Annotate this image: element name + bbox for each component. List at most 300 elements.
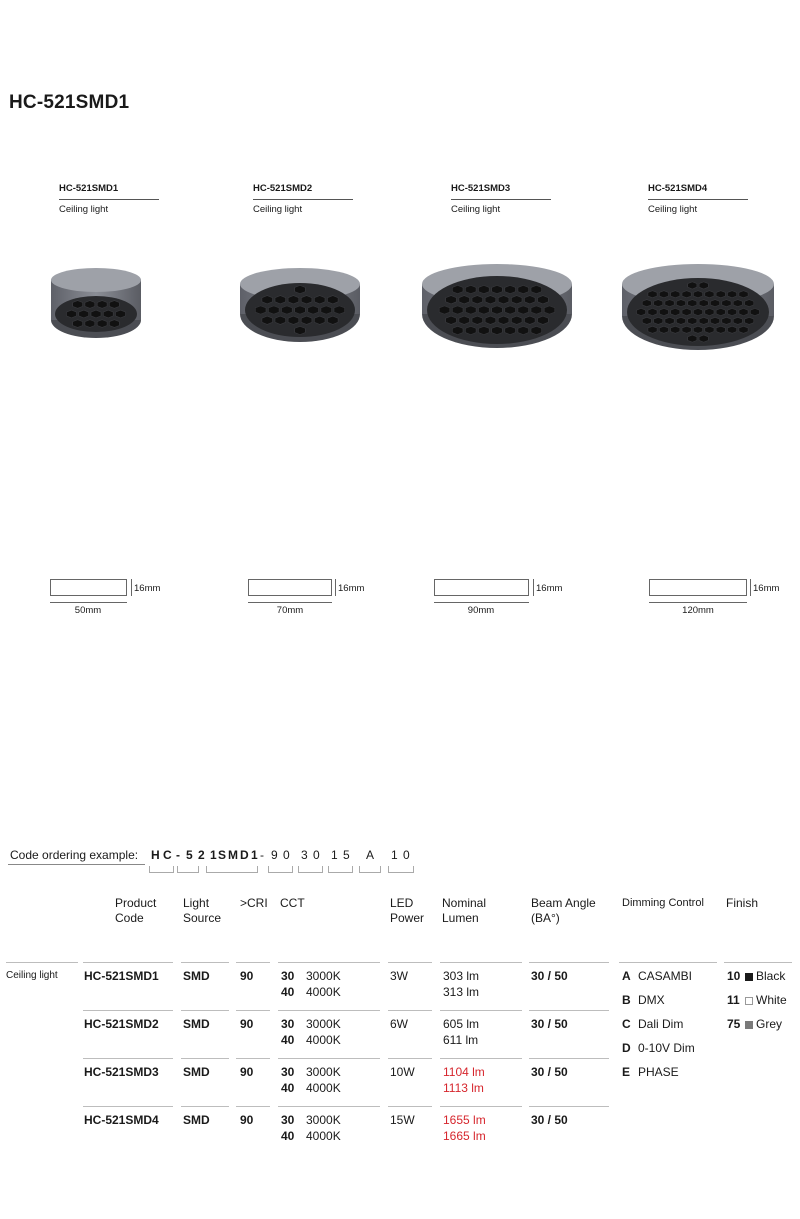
dimension-width: 70mm [276, 605, 304, 616]
beam-angle: 30 / 50 [531, 1113, 568, 1127]
dimension-height-line [750, 579, 751, 596]
header-nominal-lumen: Nominal Lumen [442, 896, 487, 925]
cct-value: 4000K [306, 1129, 341, 1143]
row-separator [529, 1058, 609, 1059]
honeycomb-cell [275, 296, 286, 304]
honeycomb-cell [91, 310, 101, 318]
finish-swatch [745, 1021, 753, 1029]
honeycomb-cell [452, 285, 463, 293]
row-separator [278, 1058, 380, 1059]
honeycomb-cell [109, 320, 119, 328]
cct-value: 3000K [306, 1017, 341, 1031]
product-name: HC-521SMD3 [451, 183, 551, 200]
honeycomb-cell [472, 296, 483, 304]
row-separator [440, 1058, 522, 1059]
led-power: 15W [390, 1113, 415, 1127]
page-title: HC-521SMD1 [9, 92, 130, 113]
row-separator [83, 1106, 173, 1107]
nominal-lumen: 1665 lm [443, 1129, 486, 1143]
row-separator [440, 962, 522, 963]
dimension-drawing-1 [50, 579, 127, 596]
light-source: SMD [183, 1065, 210, 1079]
honeycomb-cell [688, 282, 697, 289]
finish-code: 10 [727, 969, 741, 983]
beam-angle: 30 / 50 [531, 1017, 568, 1031]
dimming-option: CASAMBI [638, 969, 693, 983]
finish-code: 75 [727, 1017, 741, 1031]
cct-code: 30 [281, 1065, 295, 1079]
honeycomb-cell [699, 335, 708, 342]
honeycomb-cell [642, 317, 651, 324]
code-ordering-label: Code ordering example: [10, 848, 139, 862]
row-separator [440, 1106, 522, 1107]
dimension-drawing-2 [248, 579, 332, 596]
cri-value: 90 [240, 1017, 254, 1031]
cri-value: 90 [240, 969, 254, 983]
honeycomb-cell [688, 335, 697, 342]
product-code: HC-521SMD2 [84, 1017, 159, 1031]
product-card-3 [451, 183, 551, 215]
row-separator [83, 962, 173, 963]
honeycomb-cell [693, 326, 702, 333]
dimension-height: 16mm [536, 583, 563, 594]
honeycomb-cell [328, 316, 339, 324]
row-separator [83, 1010, 173, 1011]
header-cct: CCT [280, 896, 305, 910]
honeycomb-cell [465, 326, 476, 334]
code-char: 1 [391, 848, 398, 862]
honeycomb-cell [659, 308, 668, 315]
code-char: S [218, 848, 227, 862]
finish-option [745, 968, 785, 984]
honeycomb-cell [648, 326, 657, 333]
honeycomb-cell [498, 296, 509, 304]
honeycomb-cell [688, 300, 697, 307]
honeycomb-cell [262, 296, 273, 304]
honeycomb-cell [728, 308, 737, 315]
product-card-4 [648, 183, 748, 215]
honeycomb-cell [637, 308, 646, 315]
code-segment-box [388, 866, 414, 873]
honeycomb-cell [268, 306, 279, 314]
honeycomb-cell [693, 308, 702, 315]
code-char: 2 [198, 848, 205, 862]
nominal-lumen: 303 lm [443, 969, 480, 983]
honeycomb-cell [288, 296, 299, 304]
row-separator [181, 962, 229, 963]
row-separator [6, 962, 78, 963]
header-beam-angle: Beam Angle (BA°) [531, 896, 596, 925]
honeycomb-cell [665, 317, 674, 324]
honeycomb-cell [739, 291, 748, 298]
honeycomb-cell [479, 285, 490, 293]
honeycomb-cell [745, 317, 754, 324]
dimming-code: D [622, 1041, 631, 1055]
honeycomb-cell [301, 296, 312, 304]
honeycomb-cell [67, 310, 77, 318]
honeycomb-cell [671, 326, 680, 333]
honeycomb-cell [465, 285, 476, 293]
code-char: C [163, 848, 172, 862]
led-power: 10W [390, 1065, 415, 1079]
cct-code: 40 [281, 985, 295, 999]
honeycomb-cell [472, 316, 483, 324]
row-separator [278, 962, 380, 963]
row-separator [181, 1058, 229, 1059]
honeycomb-cell [439, 306, 450, 314]
code-segment-box [149, 866, 174, 873]
honeycomb-cell [465, 306, 476, 314]
dimming-code: E [622, 1065, 631, 1079]
honeycomb-cell [518, 285, 529, 293]
honeycomb-cell [693, 291, 702, 298]
row-separator [236, 1058, 270, 1059]
honeycomb-cell [275, 316, 286, 324]
dimension-drawing-3 [434, 579, 529, 596]
dimension-height: 16mm [134, 583, 161, 594]
honeycomb-cell [716, 326, 725, 333]
honeycomb-cell [511, 316, 522, 324]
row-separator [236, 1106, 270, 1107]
finish-label: White [756, 993, 787, 1007]
light-source: SMD [183, 1017, 210, 1031]
category-label: Ceiling light [6, 970, 58, 981]
honeycomb-cell [518, 326, 529, 334]
honeycomb-cell [446, 296, 457, 304]
finish-code: 11 [727, 993, 740, 1007]
dimension-width: 90mm [467, 605, 495, 616]
led-power: 3W [390, 969, 408, 983]
honeycomb-cell [97, 320, 107, 328]
led-power: 6W [390, 1017, 408, 1031]
honeycomb-cell [710, 300, 719, 307]
dimension-width-line [50, 602, 127, 603]
code-char: - [176, 848, 180, 862]
beam-angle: 30 / 50 [531, 1065, 568, 1079]
beam-angle: 30 / 50 [531, 969, 568, 983]
row-separator [83, 1058, 173, 1059]
honeycomb-cell [544, 306, 555, 314]
honeycomb-cell [321, 306, 332, 314]
cct-value: 3000K [306, 969, 341, 983]
row-separator [724, 962, 792, 963]
dimming-option: PHASE [638, 1065, 679, 1079]
honeycomb-cell [699, 282, 708, 289]
honeycomb-cell [642, 300, 651, 307]
honeycomb-cell [485, 316, 496, 324]
cct-value: 4000K [306, 985, 341, 999]
dimension-height-line [131, 579, 132, 596]
cct-code: 40 [281, 1081, 295, 1095]
code-char: 3 [301, 848, 308, 862]
nominal-lumen: 605 lm [443, 1017, 480, 1031]
honeycomb-cell [705, 326, 714, 333]
honeycomb-cell [109, 301, 119, 309]
honeycomb-cell [492, 306, 503, 314]
product-type: Ceiling light [253, 204, 303, 215]
dimension-height-line [335, 579, 336, 596]
honeycomb-cell [739, 308, 748, 315]
honeycomb-cell [334, 306, 345, 314]
code-char: 5 [343, 848, 350, 862]
honeycomb-cell [452, 306, 463, 314]
cct-code: 30 [281, 969, 295, 983]
honeycomb-cell [73, 301, 83, 309]
product-type: Ceiling light [59, 204, 109, 215]
cct-value: 3000K [306, 1065, 341, 1079]
honeycomb-cell [750, 308, 759, 315]
code-char: 1 [331, 848, 338, 862]
honeycomb-cell [710, 317, 719, 324]
cct-code: 30 [281, 1113, 295, 1127]
code-char: 1 [210, 848, 217, 862]
honeycomb-cell [505, 326, 516, 334]
honeycomb-cell [654, 317, 663, 324]
honeycomb-cell [722, 300, 731, 307]
honeycomb-cell [745, 300, 754, 307]
row-separator [619, 962, 717, 963]
row-separator [388, 1106, 432, 1107]
honeycomb-cell [648, 308, 657, 315]
honeycomb-cell [295, 326, 306, 334]
header-cri: >CRI [240, 896, 268, 910]
honeycomb-cell [282, 306, 293, 314]
honeycomb-cell [728, 326, 737, 333]
honeycomb-cell [716, 291, 725, 298]
code-ordering-underline [8, 864, 145, 865]
finish-swatch [745, 997, 753, 1005]
honeycomb-cell [452, 326, 463, 334]
dimension-width: 120mm [682, 605, 714, 616]
code-char: H [151, 848, 160, 862]
honeycomb-cell [728, 291, 737, 298]
dimension-width-line [434, 602, 529, 603]
code-char: A [366, 848, 375, 862]
row-separator [236, 1010, 270, 1011]
honeycomb-cell [492, 285, 503, 293]
nominal-lumen: 313 lm [443, 985, 480, 999]
honeycomb-cell [301, 316, 312, 324]
honeycomb-cell [716, 308, 725, 315]
honeycomb-cell [682, 326, 691, 333]
product-card-1 [59, 183, 159, 215]
code-segment-box [328, 866, 353, 873]
light-source: SMD [183, 1113, 210, 1127]
honeycomb-cell [659, 291, 668, 298]
cct-value: 4000K [306, 1081, 341, 1095]
honeycomb-cell [79, 310, 89, 318]
honeycomb-cell [676, 317, 685, 324]
code-segment-box [177, 866, 199, 873]
honeycomb-cell [479, 326, 490, 334]
row-separator [181, 1106, 229, 1107]
dimming-code: C [622, 1017, 631, 1031]
finish-option [745, 992, 787, 1008]
honeycomb-cell [739, 326, 748, 333]
honeycomb-cell [722, 317, 731, 324]
honeycomb-cell [518, 306, 529, 314]
honeycomb-cell [648, 291, 657, 298]
cri-value: 90 [240, 1113, 254, 1127]
row-separator [278, 1010, 380, 1011]
honeycomb-cell [288, 316, 299, 324]
honeycomb-cell [688, 317, 697, 324]
row-separator [440, 1010, 522, 1011]
row-separator [181, 1010, 229, 1011]
cct-value: 4000K [306, 1033, 341, 1047]
product-name: HC-521SMD1 [59, 183, 159, 200]
honeycomb-cell [492, 326, 503, 334]
product-image-smd2 [238, 262, 362, 344]
honeycomb-cell [73, 320, 83, 328]
product-type: Ceiling light [451, 204, 501, 215]
honeycomb-cell [676, 300, 685, 307]
cri-value: 90 [240, 1065, 254, 1079]
dimension-width: 50mm [74, 605, 102, 616]
code-char: 0 [313, 848, 320, 862]
dimming-option: Dali Dim [638, 1017, 684, 1031]
code-char: - [260, 848, 264, 862]
honeycomb-cell [255, 306, 266, 314]
code-char: 9 [271, 848, 278, 862]
honeycomb-cell [116, 310, 126, 318]
honeycomb-cell [705, 291, 714, 298]
honeycomb-cell [654, 300, 663, 307]
header-light-source: Light Source [183, 896, 222, 925]
product-code: HC-521SMD4 [84, 1113, 159, 1127]
honeycomb-cell [525, 316, 536, 324]
header-finish: Finish [726, 896, 759, 910]
nominal-lumen: 1113 lm [443, 1081, 484, 1095]
honeycomb-cell [671, 291, 680, 298]
finish-label: Black [756, 969, 786, 983]
honeycomb-cell [682, 291, 691, 298]
row-separator [529, 962, 609, 963]
product-code: HC-521SMD1 [84, 969, 159, 983]
dimension-height: 16mm [753, 583, 780, 594]
row-separator [388, 962, 432, 963]
honeycomb-cell [511, 296, 522, 304]
honeycomb-cell [705, 308, 714, 315]
honeycomb-cell [525, 296, 536, 304]
honeycomb-cell [314, 296, 325, 304]
honeycomb-cell [485, 296, 496, 304]
code-segment-box [359, 866, 381, 873]
code-segment-box [298, 866, 323, 873]
honeycomb-cell [328, 296, 339, 304]
product-code: HC-521SMD3 [84, 1065, 159, 1079]
cct-code: 40 [281, 1033, 295, 1047]
honeycomb-cell [531, 326, 542, 334]
honeycomb-cell [295, 285, 306, 293]
code-char: 0 [283, 848, 290, 862]
nominal-lumen: 1104 lm [443, 1065, 485, 1079]
dimension-width-line [248, 602, 332, 603]
honeycomb-cell [671, 308, 680, 315]
header-dimming-control: Dimming Control [622, 897, 704, 909]
honeycomb-cell [659, 326, 668, 333]
product-name: HC-521SMD2 [253, 183, 353, 200]
honeycomb-cell [103, 310, 113, 318]
row-separator [529, 1106, 609, 1107]
honeycomb-cell [699, 300, 708, 307]
finish-label: Grey [756, 1017, 783, 1031]
honeycomb-cell [262, 316, 273, 324]
light-source: SMD [183, 969, 210, 983]
cct-value: 3000K [306, 1113, 341, 1127]
honeycomb-cell [498, 316, 509, 324]
honeycomb-cell [538, 296, 549, 304]
dimming-code: A [622, 969, 631, 983]
dimming-code: B [622, 993, 631, 1007]
honeycomb-cell [295, 306, 306, 314]
honeycomb-cell [97, 301, 107, 309]
product-type: Ceiling light [648, 204, 698, 215]
dimming-option: DMX [638, 993, 665, 1007]
honeycomb-cell [85, 301, 95, 309]
honeycomb-cell [459, 296, 470, 304]
product-image-smd3 [420, 260, 574, 352]
honeycomb-cell [733, 317, 742, 324]
honeycomb-cell [314, 316, 325, 324]
dimension-width-line [649, 602, 747, 603]
product-image-smd1 [48, 262, 144, 342]
finish-swatch [745, 973, 753, 981]
row-separator [388, 1010, 432, 1011]
code-char: 0 [403, 848, 410, 862]
honeycomb-cell [699, 317, 708, 324]
header-led-power: LED Power [390, 896, 425, 925]
dimming-option: 0-10V Dim [638, 1041, 695, 1055]
code-char: 1 [251, 848, 258, 862]
code-char: M [228, 848, 238, 862]
product-image-smd4 [620, 262, 776, 356]
row-separator [388, 1058, 432, 1059]
honeycomb-cell [682, 308, 691, 315]
nominal-lumen: 1655 lm [443, 1113, 486, 1127]
dimension-height-line [533, 579, 534, 596]
code-char: D [240, 848, 249, 862]
honeycomb-cell [308, 306, 319, 314]
row-separator [529, 1010, 609, 1011]
code-char: 5 [186, 848, 193, 862]
finish-option [745, 1016, 782, 1032]
honeycomb-cell [505, 306, 516, 314]
cct-code: 30 [281, 1017, 295, 1031]
dimension-height: 16mm [338, 583, 365, 594]
code-segment-box [206, 866, 258, 873]
honeycomb-cell [446, 316, 457, 324]
honeycomb-cell [459, 316, 470, 324]
code-segment-box [268, 866, 293, 873]
honeycomb-cell [538, 316, 549, 324]
row-separator [278, 1106, 380, 1107]
honeycomb-cell [505, 285, 516, 293]
cct-code: 40 [281, 1129, 295, 1143]
header-product-code: Product Code [115, 896, 157, 925]
honeycomb-cell [733, 300, 742, 307]
honeycomb-cell [85, 320, 95, 328]
product-card-2 [253, 183, 353, 215]
row-separator [236, 962, 270, 963]
honeycomb-cell [665, 300, 674, 307]
product-name: HC-521SMD4 [648, 183, 748, 200]
honeycomb-cell [531, 306, 542, 314]
honeycomb-cell [531, 285, 542, 293]
nominal-lumen: 611 lm [443, 1033, 479, 1047]
honeycomb-cell [479, 306, 490, 314]
dimension-drawing-4 [649, 579, 747, 596]
